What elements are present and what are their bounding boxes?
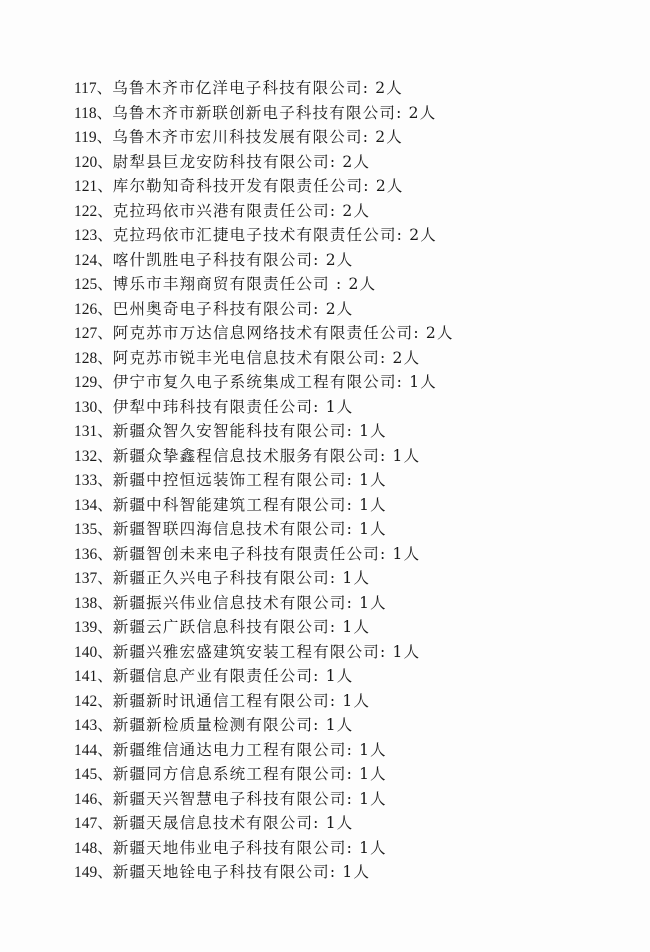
list-item xyxy=(74,517,634,542)
item-text: 新疆维信通达电力工程有限公司: 1人 xyxy=(112,740,387,759)
list-item xyxy=(74,762,634,787)
item-text: 新疆天晟信息技术有限公司: 1人 xyxy=(112,814,354,832)
item-text: 新疆新检质量检测有限公司: 1人 xyxy=(112,716,354,734)
company-list xyxy=(74,76,634,885)
list-item xyxy=(74,297,634,322)
item-number: 130、 xyxy=(74,398,113,416)
list-item xyxy=(74,370,634,395)
item-number: 125、 xyxy=(74,276,113,293)
item-text: 新疆众挚鑫程信息技术服务有限公司: 1人 xyxy=(112,446,421,465)
item-number: 136、 xyxy=(74,545,113,563)
list-item xyxy=(74,836,634,861)
item-number: 144、 xyxy=(74,741,113,759)
item-number: 148、 xyxy=(74,839,113,857)
item-number: 121、 xyxy=(74,178,113,195)
item-text: 新疆众智久安智能科技有限公司: 1人 xyxy=(112,422,387,440)
item-text: 乌鲁木齐市宏川科技发展有限公司: 2人 xyxy=(112,128,403,146)
item-number: 137、 xyxy=(74,570,113,587)
list-item xyxy=(74,419,634,444)
item-number: 145、 xyxy=(74,766,113,783)
list-item xyxy=(74,174,634,199)
list-item xyxy=(74,248,634,273)
item-text: 尉犁县巨龙安防科技有限公司: 2人 xyxy=(112,152,371,171)
list-item xyxy=(74,76,634,101)
list-item xyxy=(74,640,634,665)
list-item xyxy=(74,591,634,616)
list-item xyxy=(74,493,634,518)
item-text: 新疆天地铨电子科技有限公司: 1人 xyxy=(112,863,371,881)
item-text: 新疆新时讯通信工程有限公司: 1人 xyxy=(112,691,371,710)
item-number: 119、 xyxy=(74,129,113,146)
item-text: 博乐市丰翔商贸有限责任公司 : 2人 xyxy=(112,275,377,293)
item-number: 134、 xyxy=(74,496,113,514)
list-item xyxy=(74,101,634,126)
list-item xyxy=(74,223,634,248)
item-number: 142、 xyxy=(74,692,113,710)
list-item xyxy=(74,199,634,224)
item-text: 阿克苏市锐丰光电信息技术有限公司: 2人 xyxy=(112,348,421,367)
list-item xyxy=(74,713,634,738)
list-item xyxy=(74,468,634,493)
list-item xyxy=(74,566,634,591)
item-text: 新疆天兴智慧电子科技有限公司: 1人 xyxy=(112,789,387,808)
item-text: 克拉玛依市汇捷电子技术有限责任公司: 2人 xyxy=(112,226,437,244)
item-text: 乌鲁木齐市新联创新电子科技有限公司: 2人 xyxy=(112,103,437,122)
item-number: 129、 xyxy=(74,374,113,391)
list-item xyxy=(74,738,634,763)
item-text: 新疆正久兴电子科技有限公司: 1人 xyxy=(112,569,371,587)
item-number: 135、 xyxy=(74,521,113,538)
list-item xyxy=(74,689,634,714)
item-number: 122、 xyxy=(74,202,113,220)
item-text: 新疆中控恒远装饰工程有限公司: 1人 xyxy=(112,471,387,489)
list-item xyxy=(74,321,634,346)
list-item xyxy=(74,272,634,297)
item-number: 127、 xyxy=(74,325,113,342)
item-number: 120、 xyxy=(74,153,113,171)
item-text: 乌鲁木齐市亿洋电子科技有限公司: 2人 xyxy=(112,79,403,97)
item-text: 库尔勒知奇科技开发有限责任公司: 2人 xyxy=(112,177,404,195)
item-number: 124、 xyxy=(74,251,113,269)
item-text: 克拉玛依市兴港有限责任公司: 2人 xyxy=(112,201,371,220)
item-number: 126、 xyxy=(74,300,113,318)
list-item xyxy=(74,346,634,371)
item-number: 138、 xyxy=(74,594,113,612)
item-number: 146、 xyxy=(74,790,113,808)
item-number: 140、 xyxy=(74,643,113,661)
item-number: 128、 xyxy=(74,349,113,367)
list-item xyxy=(74,395,634,420)
item-number: 117、 xyxy=(74,80,113,97)
item-text: 新疆振兴伟业信息技术有限公司: 1人 xyxy=(112,593,387,612)
list-item xyxy=(74,787,634,812)
item-text: 新疆云广跃信息科技有限公司: 1人 xyxy=(112,618,371,636)
item-text: 伊宁市复久电子系统集成工程有限公司: 1人 xyxy=(112,373,437,391)
item-text: 新疆中科智能建筑工程有限公司: 1人 xyxy=(112,495,387,514)
item-number: 139、 xyxy=(74,619,113,636)
list-item xyxy=(74,150,634,175)
item-text: 新疆信息产业有限责任公司: 1人 xyxy=(112,667,354,685)
list-item xyxy=(74,811,634,836)
item-number: 132、 xyxy=(74,447,113,465)
item-text: 新疆同方信息系统工程有限公司: 1人 xyxy=(112,765,387,783)
item-text: 喀什凯胜电子科技有限公司: 2人 xyxy=(112,250,354,269)
list-item xyxy=(74,860,634,885)
item-text: 新疆智创未来电子科技有限责任公司: 1人 xyxy=(112,544,421,563)
item-number: 131、 xyxy=(74,423,113,440)
list-item xyxy=(74,125,634,150)
item-number: 123、 xyxy=(74,227,113,244)
item-number: 147、 xyxy=(74,815,113,832)
item-text: 巴州奥奇电子科技有限公司: 2人 xyxy=(112,299,354,318)
item-number: 149、 xyxy=(74,864,113,881)
item-text: 新疆兴雅宏盛建筑安装工程有限公司: 1人 xyxy=(112,642,421,661)
item-number: 133、 xyxy=(74,472,113,489)
item-number: 143、 xyxy=(74,717,113,734)
list-item xyxy=(74,664,634,689)
list-item xyxy=(74,444,634,469)
item-text: 伊犁中玮科技有限责任公司: 1人 xyxy=(112,397,354,416)
item-number: 118、 xyxy=(74,104,113,122)
item-text: 新疆天地伟业电子科技有限公司: 1人 xyxy=(112,838,387,857)
item-number: 141、 xyxy=(74,668,113,685)
list-item xyxy=(74,542,634,567)
item-text: 阿克苏市万达信息网络技术有限责任公司: 2人 xyxy=(112,324,454,342)
item-text: 新疆智联四海信息技术有限公司: 1人 xyxy=(112,520,387,538)
list-item xyxy=(74,615,634,640)
